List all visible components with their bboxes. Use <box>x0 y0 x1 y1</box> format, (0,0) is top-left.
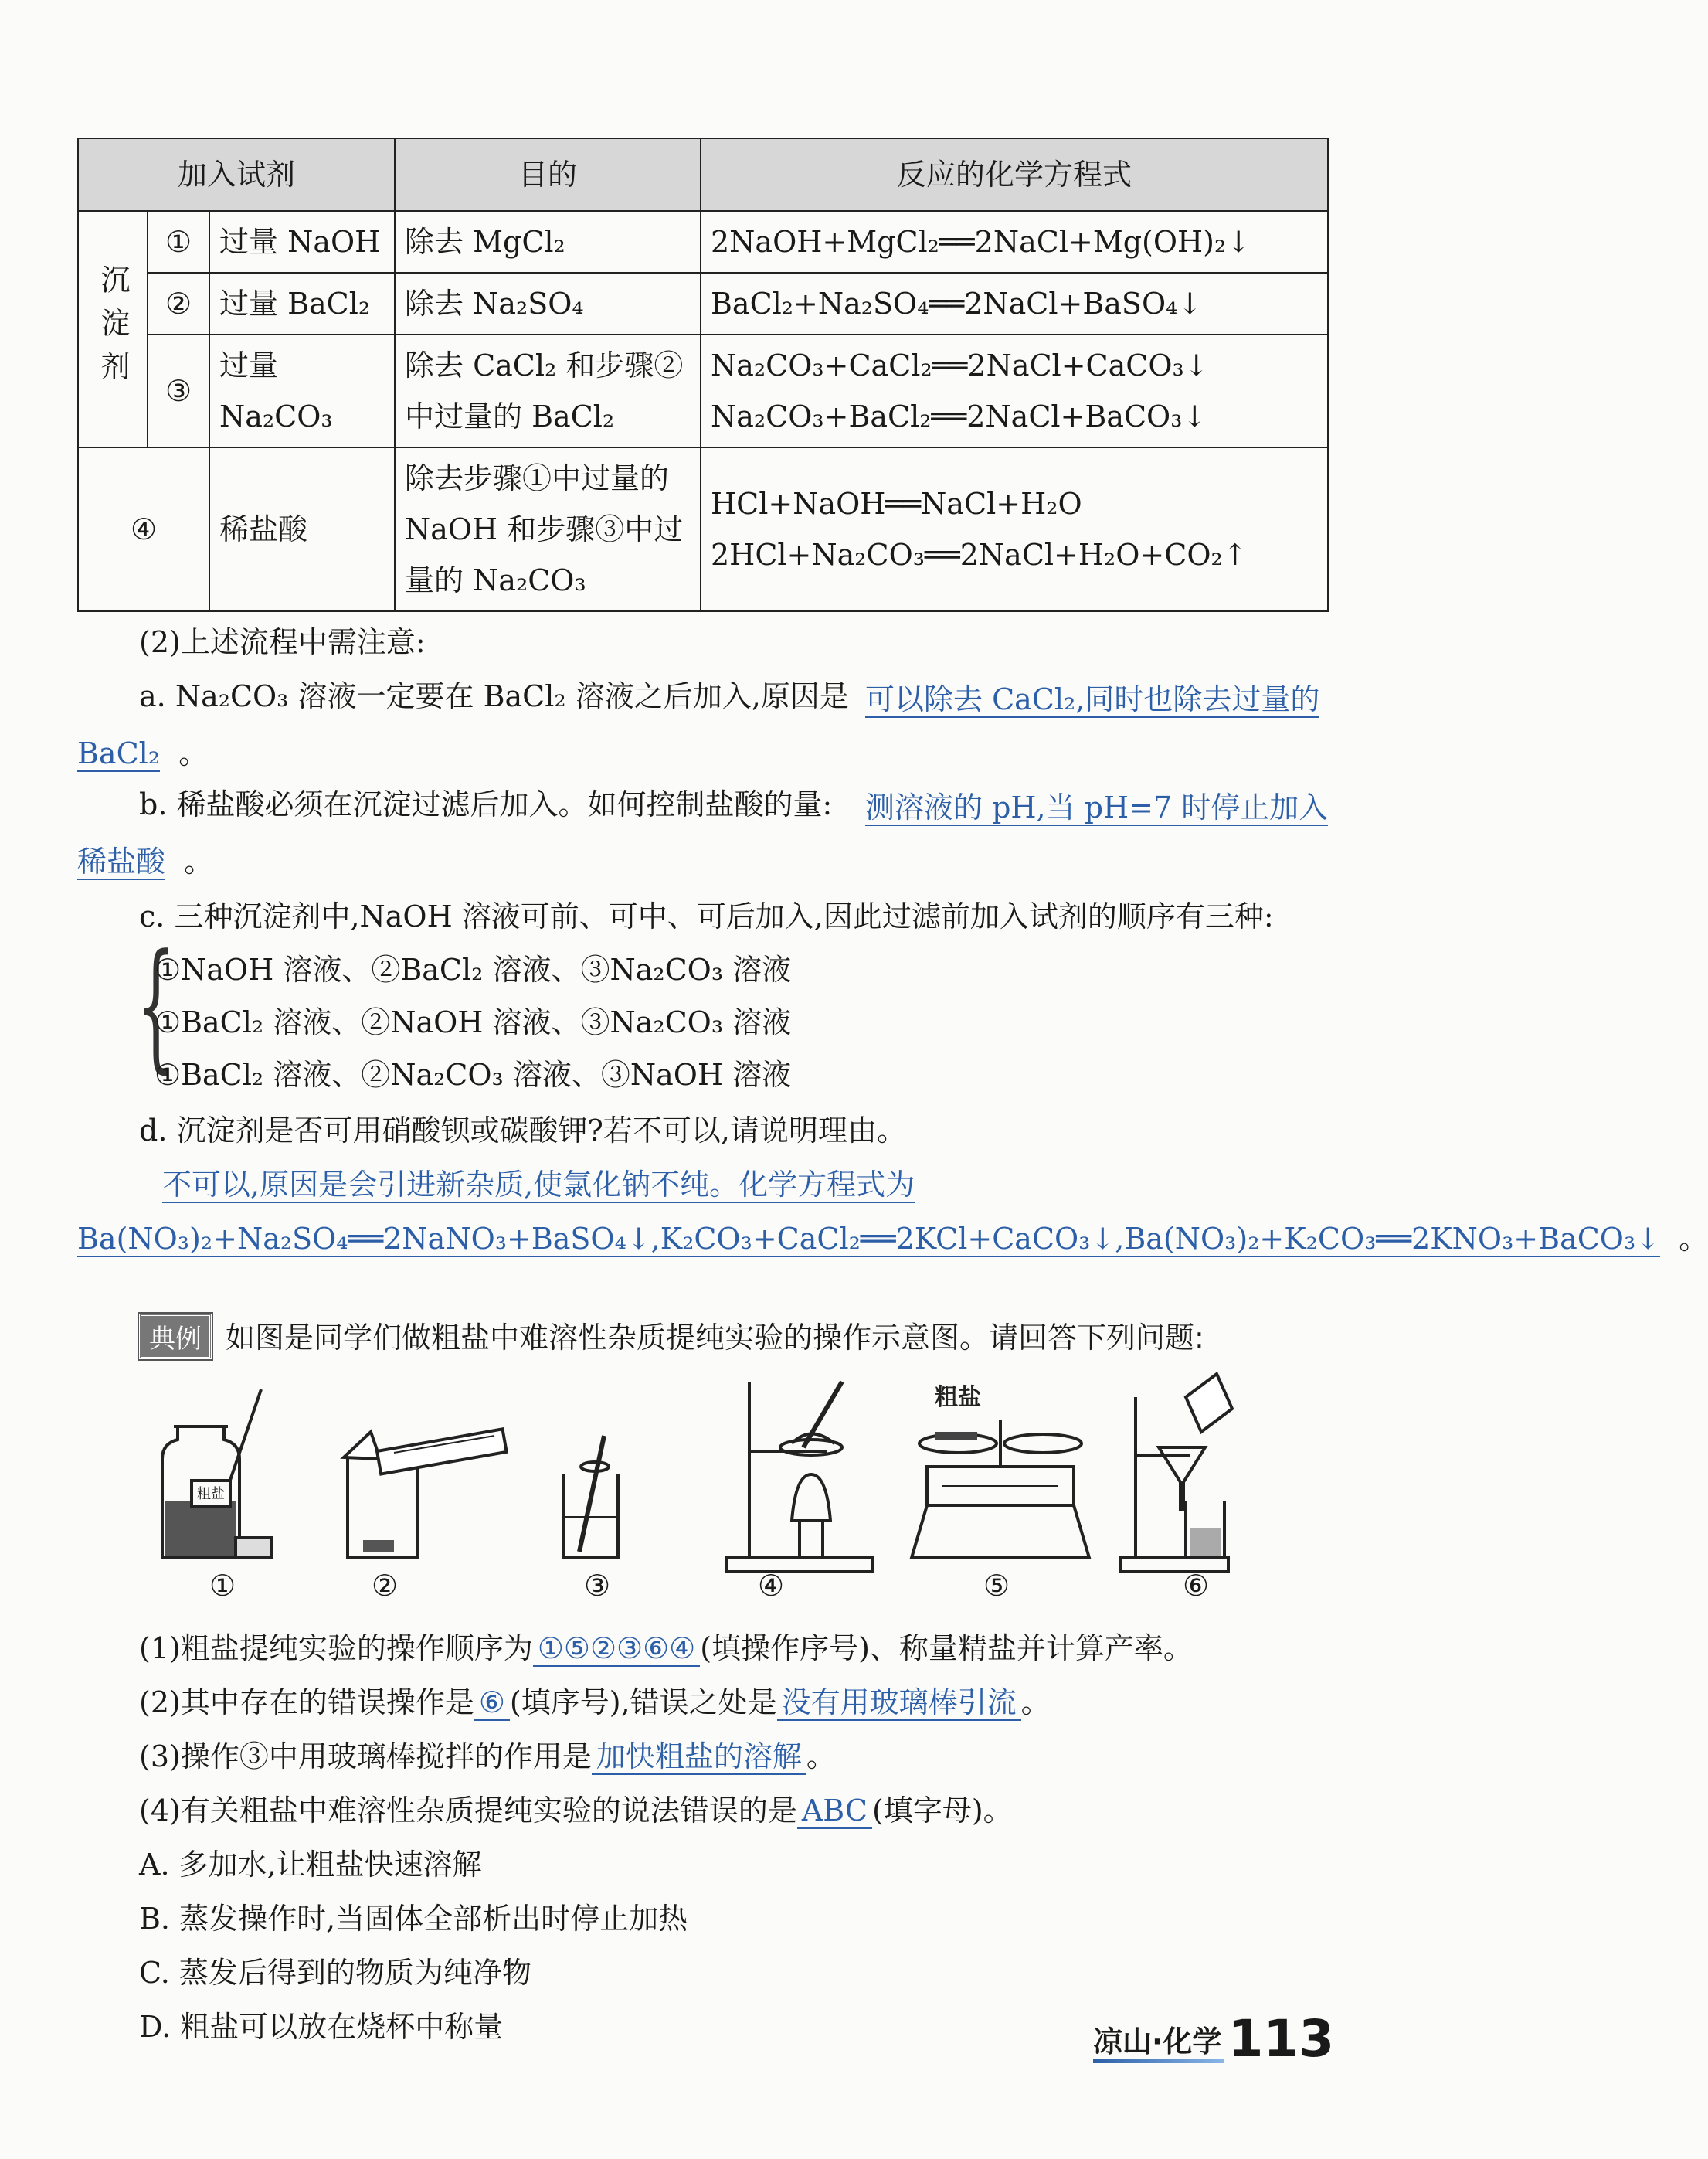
question-2 <box>139 1678 1051 1721</box>
q4-post: (填字母)。 <box>872 1794 1013 1828</box>
reagent-cell: 过量 Na₂CO₃ <box>209 335 395 447</box>
q4-text: (4)有关粗盐中难溶性杂质提纯实验的说法错误的是 <box>139 1794 797 1828</box>
apparatus-figure <box>139 1366 1267 1598</box>
jar-label: 粗盐 <box>197 1486 225 1502</box>
note-a-answer: 可以除去 CaCl₂,同时也除去过量的 BaCl₂ <box>77 682 1320 770</box>
equation-cell <box>701 335 1328 447</box>
page-number: 113 <box>1228 2009 1335 2069</box>
page-footer <box>1093 2009 1334 2069</box>
q2-text: (2)其中存在的错误操作是 <box>139 1685 474 1719</box>
example-tag: 典例 <box>139 1314 212 1359</box>
table-row <box>78 447 1328 611</box>
header-equation: 反应的化学方程式 <box>701 138 1328 211</box>
purpose-cell: 除去步骤①中过量的 NaOH 和步骤③中过量的 Na₂CO₃ <box>395 447 701 611</box>
note-d-answer-block: 不可以,原因是会引进新杂质,使氯化钠不纯。化学方程式为 Ba(NO₃)₂+Na₂SO₄══2NaNO₃+BaSO₄↓,K₂CO₃+CaCl₂══2KCl+CaCO₃↓,Ba(NO₃)₂+K₂CO₃══2KNO₃+BaCO₃↓ 。 <box>77 1168 1708 1256</box>
reagent-cell: 过量 BaCl₂ <box>209 273 395 335</box>
note-d-answer: 不可以,原因是会引进新杂质,使氯化钠不纯。化学方程式为 Ba(NO₃)₂+Na₂SO₄══2NaNO₃+BaSO₄↓,K₂CO₃+CaCl₂══2KCl+CaCO₃↓,Ba(NO₃)₂+K₂CO₃══2KNO₃+BaCO₃↓ <box>77 1168 1661 1256</box>
table-row <box>78 335 1328 447</box>
purpose-cell: 除去 Na₂SO₄ <box>395 273 701 335</box>
q3-answer: 加快粗盐的溶解 <box>592 1739 806 1775</box>
reagent-table <box>77 138 1329 612</box>
q1-text: (1)粗盐提纯实验的操作顺序为 <box>139 1631 533 1665</box>
q1-answer: ①⑤②③⑥④ <box>533 1631 700 1667</box>
q2-answer: ⑥ <box>474 1685 510 1721</box>
group-label-cell <box>78 211 148 447</box>
group-label: 沉淀剂 <box>96 264 130 394</box>
figure-label: ④ <box>757 1569 785 1603</box>
note-b-question: b. 稀盐酸必须在沉淀过滤后加入。如何控制盐酸的量: <box>139 787 833 821</box>
note-a-question: a. Na₂CO₃ 溶液一定要在 BaCl₂ 溶液之后加入,原因是 <box>139 679 849 713</box>
question-1 <box>139 1624 1193 1667</box>
equation-line: Na₂CO₃+CaCl₂══2NaCl+CaCO₃↓ <box>711 348 1209 382</box>
equation-cell: 2NaOH+MgCl₂══2NaCl+Mg(OH)₂↓ <box>701 211 1328 273</box>
salt-label: 粗盐 <box>935 1384 981 1411</box>
question-3 <box>139 1732 836 1775</box>
stirring-beaker-icon <box>564 1436 618 1558</box>
table-row <box>78 273 1328 335</box>
table-row <box>78 211 1328 273</box>
figure-label: ① <box>209 1569 236 1603</box>
row-number: ③ <box>148 335 209 447</box>
option-d: D. 粗盐可以放在烧杯中称量 <box>139 2010 504 2044</box>
figure-label: ⑥ <box>1182 1569 1210 1603</box>
table-header-row <box>78 138 1328 211</box>
order-line: ①NaOH 溶液、②BaCl₂ 溶液、③Na₂CO₃ 溶液 <box>155 953 792 987</box>
q2-mid: (填序号),错误之处是 <box>509 1685 777 1719</box>
question-4 <box>139 1787 1013 1829</box>
equation-cell: BaCl₂+Na₂SO₄══2NaCl+BaSO₄↓ <box>701 273 1328 335</box>
example-intro <box>139 1314 1204 1359</box>
figure-label: ⑤ <box>983 1569 1010 1603</box>
figure-label: ② <box>371 1569 399 1603</box>
note-d-question: d. 沉淀剂是否可用硝酸钡或碳酸钾?若不可以,请说明理由。 <box>139 1114 906 1148</box>
note-b-answer-block: 测溶液的 pH,当 pH=7 时停止加入稀盐酸 。 <box>77 790 1329 879</box>
q1-post: (填操作序号)、称量精盐并计算产率。 <box>700 1631 1193 1665</box>
brace-icon: { <box>136 925 176 1086</box>
order-line: ①BaCl₂ 溶液、②NaOH 溶液、③Na₂CO₃ 溶液 <box>155 1005 792 1039</box>
filtration-stand-icon <box>1120 1374 1232 1572</box>
figure-label: ③ <box>583 1569 611 1603</box>
option-a: A. 多加水,让粗盐快速溶解 <box>139 1848 482 1882</box>
order-line: ①BaCl₂ 溶液、②Na₂CO₃ 溶液、③NaOH 溶液 <box>155 1058 792 1092</box>
note-c-text: c. 三种沉淀剂中,NaOH 溶液可前、可中、可后加入,因此过滤前加入试剂的顺序有三种: <box>139 899 1274 933</box>
q2-post: 。 <box>1020 1685 1051 1719</box>
q2-answer2: 没有用玻璃棒引流 <box>777 1685 1021 1721</box>
header-purpose: 目的 <box>395 138 701 211</box>
footer-bar <box>1093 2059 1224 2063</box>
footer-subject: 凉山·化学 <box>1093 2025 1222 2059</box>
note-b-answer: 测溶液的 pH,当 pH=7 时停止加入稀盐酸 <box>77 790 1329 879</box>
header-reagent: 加入试剂 <box>78 138 395 211</box>
option-b: B. 蒸发操作时,当固体全部析出时停止加热 <box>139 1902 688 1936</box>
q4-answer: ABC <box>797 1794 872 1829</box>
option-c: C. 蒸发后得到的物质为纯净物 <box>139 1956 531 1990</box>
purpose-cell: 除去 MgCl₂ <box>395 211 701 273</box>
evaporation-stand-icon <box>726 1382 873 1572</box>
equation-line: Na₂CO₃+BaCl₂══2NaCl+BaCO₃↓ <box>711 400 1207 434</box>
example-intro-text: 如图是同学们做粗盐中难溶性杂质提纯实验的操作示意图。请回答下列问题: <box>226 1321 1204 1355</box>
q3-text: (3)操作③中用玻璃棒搅拌的作用是 <box>139 1739 592 1773</box>
equation-line: HCl+NaOH══NaCl+H₂O <box>711 487 1082 521</box>
balance-icon <box>912 1384 1089 1558</box>
row-number: ④ <box>78 447 209 611</box>
purpose-cell: 除去 CaCl₂ 和步骤②中过量的 BaCl₂ <box>395 335 701 447</box>
row-number: ① <box>148 211 209 273</box>
q3-post: 。 <box>806 1739 836 1773</box>
note-a-answer-block: 可以除去 CaCl₂,同时也除去过量的 BaCl₂ 。 <box>77 682 1320 770</box>
reagent-cell: 过量 NaOH <box>209 211 395 273</box>
notes-heading: (2)上述流程中需注意: <box>139 625 426 659</box>
salt-jar-icon <box>162 1389 271 1558</box>
beaker-icon <box>344 1429 507 1558</box>
row-number: ② <box>148 273 209 335</box>
equation-line: 2HCl+Na₂CO₃══2NaCl+H₂O+CO₂↑ <box>711 538 1248 572</box>
equation-cell <box>701 447 1328 611</box>
reagent-cell: 稀盐酸 <box>209 447 395 611</box>
